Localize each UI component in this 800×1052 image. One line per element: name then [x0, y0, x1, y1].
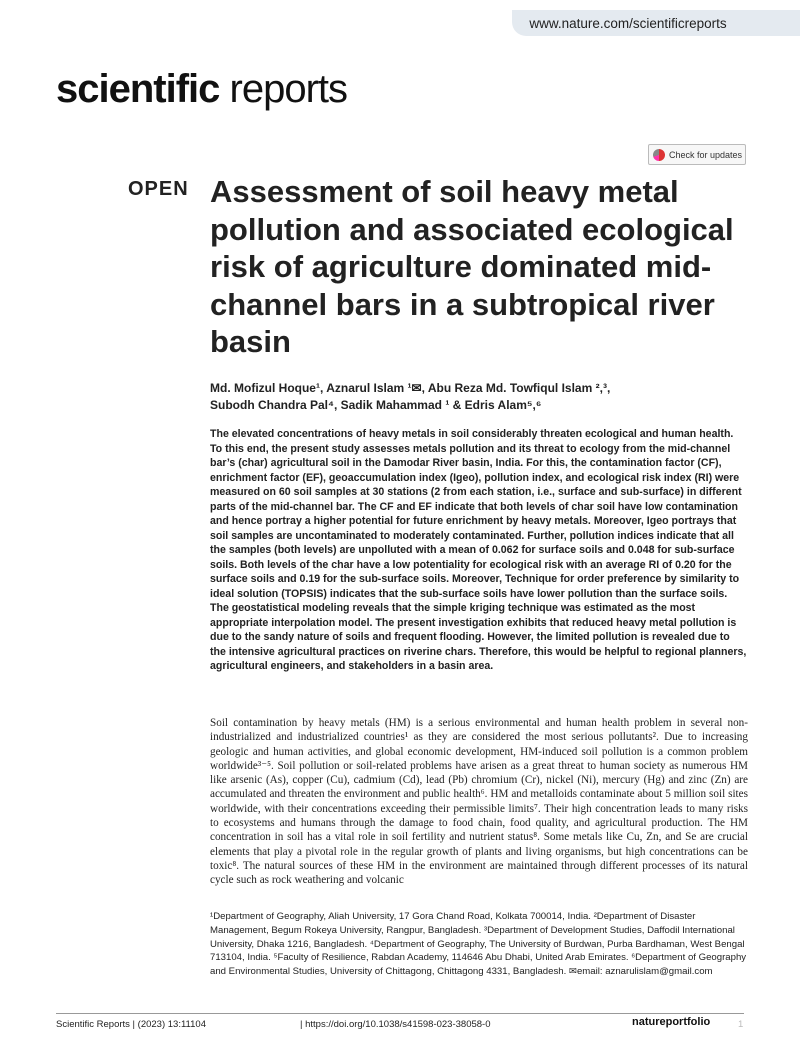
- journal-logo: [56, 67, 347, 112]
- author-list: [210, 380, 750, 414]
- journal-logo-regular: reports: [219, 67, 348, 111]
- authors-line-2[interactable]: Subodh Chandra Pal⁴, Sadik Mahammad ¹ & Edris Alam⁵,⁶: [210, 398, 542, 412]
- page-number: 1: [738, 1019, 744, 1030]
- authors-line-1[interactable]: Md. Mofizul Hoque¹, Aznarul Islam ¹✉, Abu Reza Md. Towfiqul Islam ²,³,: [210, 381, 611, 395]
- journal-logo-bold: scientific: [56, 67, 220, 111]
- abstract: The elevated concentrations of heavy metals in soil considerably threaten ecological and human health. To this end, the present study assesses metals pollution and its threat to ecology from the mid-channel bar’s (char) agricultural soil in the Damodar River basin, India. For this, the contamination factor (CF), enrichment factor (EF), geoaccumulation index (Igeo), pollution index, and ecological risk index (RI) were measured on 60 soil samples at 30 stations (2 from each station, i.e., surface and sub-surface) in different parts of the mid-channel bar. The CF and EF indicate that both levels of char soil have low contamination and hence portray a higher potential for future enrichment by heavy metals. Moreover, Igeo portrays that soil samples are uncontaminated to moderately contaminated. Further, pollution indices indicate that all the samples (both levels) are unpolluted with a mean of 0.062 for surface soils and 0.048 for sub-surface soils. Both levels of the char have a low potentiality for ecological risk with an average RI of 0.20 for the surface soils and 0.19 for the sub-surface soils. Moreover, Technique for order preference by similarity to ideal solution (TOPSIS) indicates that the sub-surface soils have lower pollution than the surface soils. The geostatistical modeling reveals that the simple kriging technique was estimated as the most appropriate interpolation model. The present investigation exhibits that reduced heavy metal pollution is due to the sandy nature of soils and frequent flooding. However, the limited pollution is revealed due to the intensive agricultural practices on riverine chars. Therefore, this would be helpful to regional planners, agricultural engineers, and stakeholders in a basin area.: [210, 428, 747, 672]
- affiliations: ¹Department of Geography, Aliah University, 17 Gora Chand Road, Kolkata 700014, India. ²Department of Disaster Management, Begum Rokeya University, Rangpur, Bangladesh. ³Department of Development Studies, Daffodil International University, Dhaka 1216, Bangladesh. ⁴Department of Geography, The University of Burdwan, Purba Bardhaman, West Bengal 713104, India. ⁵Faculty of Resilience, Rabdan Academy, 114646 Abu Dhabi, United Arab Emirates. ⁶Department of Geography and Environmental Studies, University of Chittagong, Chittagong 4331, Bangladesh. ✉email: aznarulislam@gmail.com: [210, 911, 747, 978]
- footer-divider: [56, 1013, 744, 1014]
- footer-doi-link[interactable]: | https://doi.org/10.1038/s41598-023-38058-0: [300, 1019, 491, 1030]
- introduction-text: Soil contamination by heavy metals (HM) is a serious environmental and human health problem in several non-industrialized and industrialized countries¹ as they are considered the most serious pollutants². Due to increasing geologic and human activities, and global economic development, HM-induced soil pollution is a common problem worldwide³⁻⁵. Soil pollution or soil-related problems have arisen as a great threat to human society as numerous HM like arsenic (As), copper (Cu), cadmium (Cd), lead (Pb) chromium (Cr), nickel (Ni), mercury (Hg) and zinc (Zn) are accumulated and threaten the environment and public health⁶. HM and metalloids contaminate about 5 million soil sites worldwide, with their concentrations exceeding their permissible limits⁷. Their high concentration leads to many risks to ecosystems and humans through the damage to food chain, food quality, and agricultural production. The HM concentration in soil has a vital role in soil fertility and nutrient status⁸. Some metals like Cu, Zn, and Se are crucial elements that play a pivotal role in the regular growth of plants and living organisms, but high concentrations can be toxic⁸. The natural sources of these HM in the environment are maintained through different processes of its natural cycle such as rock weathering and volcanic: [210, 717, 748, 887]
- journal-url-text[interactable]: www.nature.com/scientificreports: [529, 15, 727, 31]
- journal-url[interactable]: [512, 10, 744, 36]
- check-updates-label[interactable]: Check for updates: [669, 149, 743, 160]
- url-tab-extension: [744, 10, 800, 36]
- article-title: Assessment of soil heavy metal pollution and associated ecological risk of agriculture dominated mid-channel bars in a subtropical river basin: [210, 174, 734, 359]
- check-updates-icon: [653, 149, 665, 161]
- nature-portfolio-logo: natureportfolio: [632, 1016, 711, 1028]
- check-updates-button[interactable]: [648, 144, 746, 165]
- footer-citation: Scientific Reports | (2023) 13:11104: [56, 1019, 206, 1030]
- open-access-label: OPEN: [128, 178, 189, 200]
